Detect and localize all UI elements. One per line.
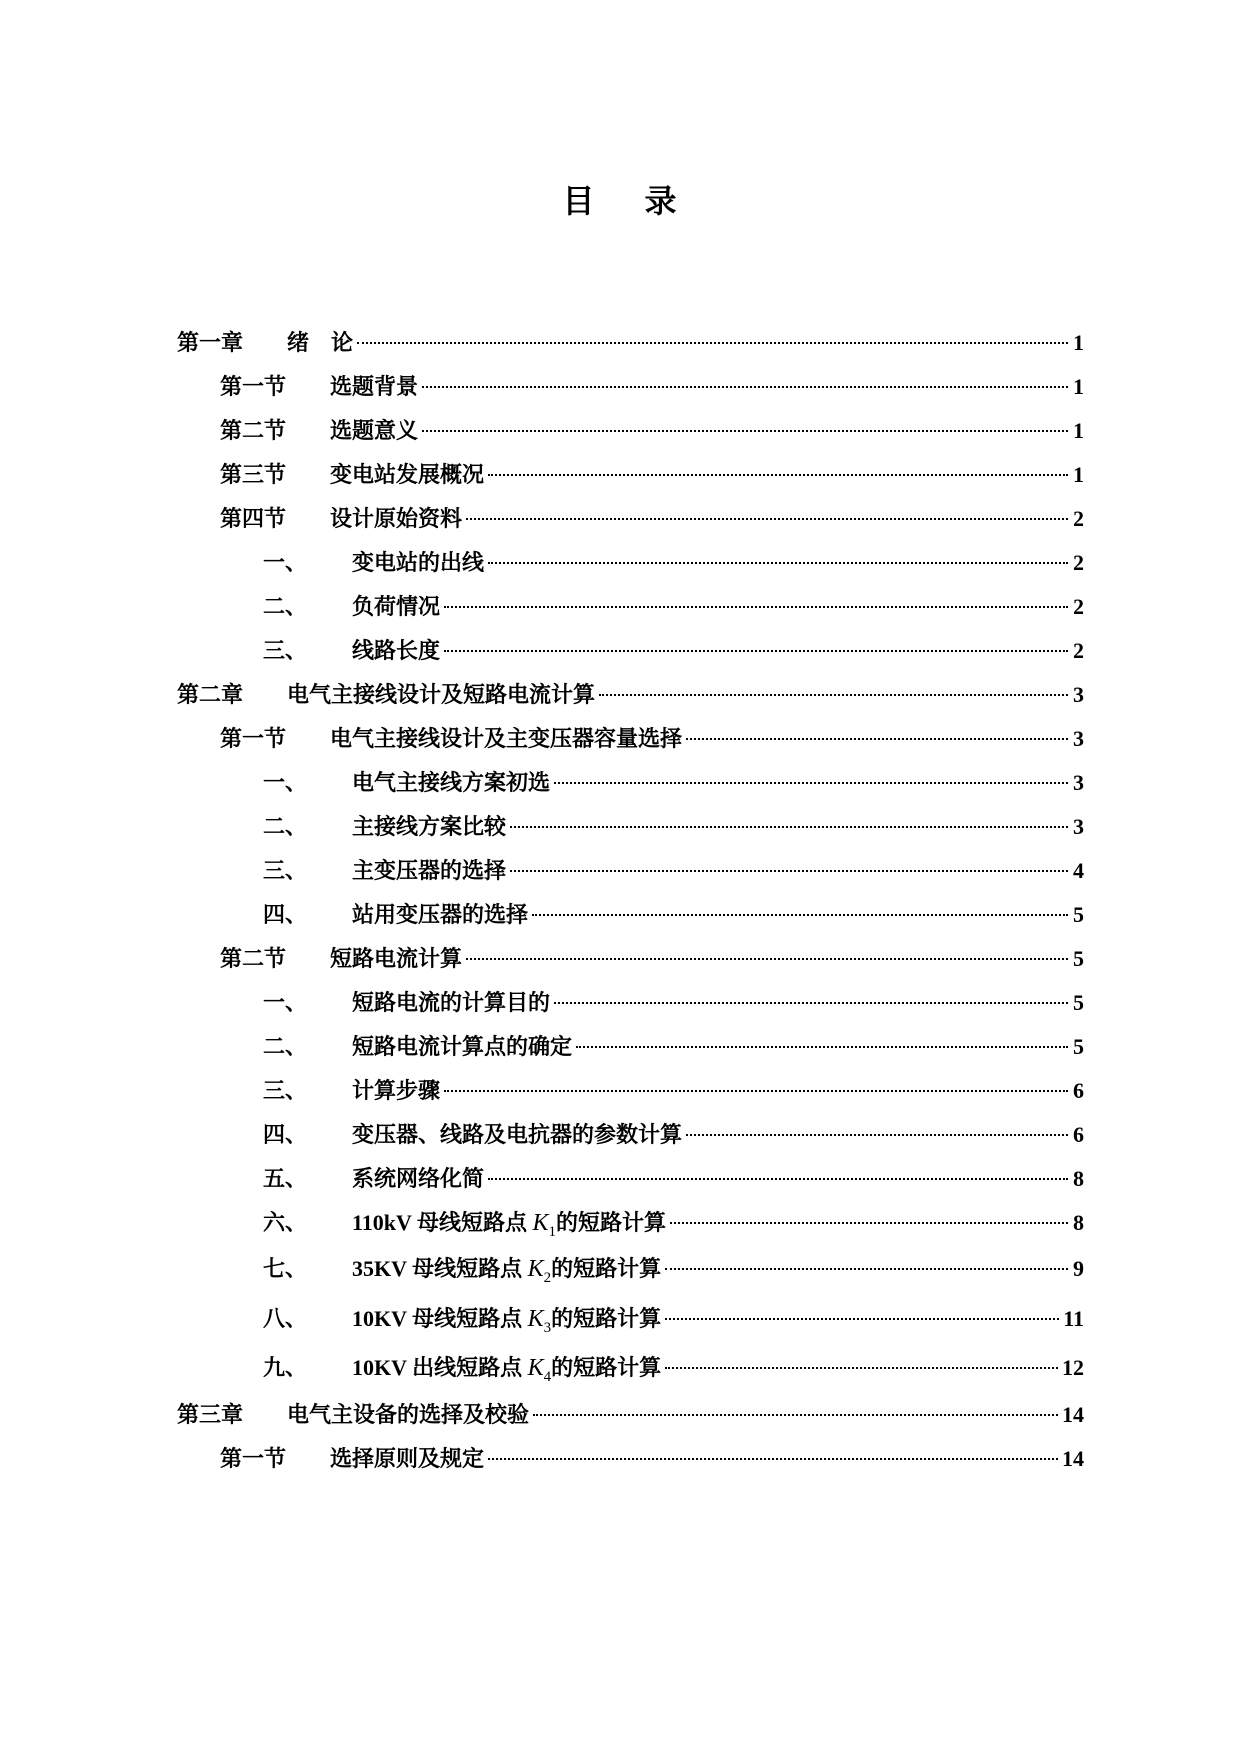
- toc-entry-row: [177, 677, 1084, 713]
- fault-point-letter: K: [527, 1355, 544, 1381]
- fault-point-symbol: [527, 1355, 552, 1385]
- toc-entry-title: 电气主接线设计及主变压器容量选择: [330, 726, 683, 752]
- toc-entry-title: 选题意义: [330, 418, 419, 444]
- toc-entry-title: 负荷情况: [352, 594, 441, 620]
- toc-entry[interactable]: [0, 1251, 1241, 1287]
- toc-entry-page: 11: [1063, 1306, 1084, 1331]
- toc-entry-title-suffix: 的短路计算: [556, 1210, 667, 1236]
- fault-point-letter: K: [532, 1210, 549, 1236]
- toc-entry-page: 3: [1073, 682, 1084, 707]
- dot-leader: [576, 1045, 1068, 1048]
- toc-entry-page: 4: [1073, 858, 1084, 883]
- toc-entry-row: [263, 1161, 1084, 1197]
- toc-entry-title: [352, 1350, 661, 1395]
- toc-entry[interactable]: [0, 941, 1241, 977]
- toc-entry-number: 六、: [263, 1210, 308, 1236]
- dot-leader: [444, 1089, 1068, 1092]
- toc-entry[interactable]: [0, 1029, 1241, 1065]
- title-char-2: 录: [644, 182, 679, 220]
- toc-entry[interactable]: [0, 1350, 1241, 1386]
- dot-leader: [466, 957, 1068, 960]
- toc-entry-title: 变电站发展概况: [330, 462, 485, 488]
- toc-entry-row: [220, 457, 1084, 493]
- toc-entry-row: [263, 809, 1084, 845]
- toc-entry-row: [263, 1117, 1084, 1153]
- toc-entry-number: 二、: [263, 1034, 308, 1060]
- dot-leader: [510, 869, 1068, 872]
- toc-entry-page: 5: [1073, 902, 1084, 927]
- toc-entry-number: 九、: [263, 1355, 308, 1381]
- toc-entry[interactable]: [0, 809, 1241, 845]
- dot-leader: [488, 1177, 1068, 1180]
- dot-leader: [599, 693, 1068, 696]
- dot-leader: [686, 737, 1068, 740]
- toc-entry-number: 四、: [263, 902, 308, 928]
- toc-entry-title-prefix: 10KV 出线短路点: [352, 1355, 528, 1380]
- toc-entry-row: [263, 1205, 1084, 1241]
- fault-point-letter: K: [527, 1306, 544, 1332]
- toc-entry-number: 第二章: [177, 682, 244, 708]
- toc-entry[interactable]: [0, 985, 1241, 1021]
- toc-entry-title: 短路电流计算: [330, 946, 463, 972]
- toc-entry-page: 2: [1073, 638, 1084, 663]
- toc-entry[interactable]: [0, 501, 1241, 537]
- toc-entry[interactable]: [0, 457, 1241, 493]
- dot-leader: [488, 561, 1068, 564]
- toc-entry-page: 3: [1073, 814, 1084, 839]
- page-title: [0, 176, 1241, 222]
- dot-leader: [686, 1133, 1068, 1136]
- toc-entry-title: 主变压器的选择: [352, 858, 507, 884]
- dot-leader: [488, 1457, 1058, 1460]
- toc-entry-page: 1: [1073, 330, 1084, 355]
- fault-point-index: 1: [548, 1223, 557, 1240]
- toc-entry-number: 三、: [263, 858, 308, 884]
- toc-entry-title: 线路长度: [352, 638, 441, 664]
- dot-leader: [670, 1221, 1068, 1224]
- toc-entry-title-suffix: 的短路计算: [551, 1355, 662, 1381]
- toc-entry-page: 3: [1073, 770, 1084, 795]
- toc-entry-number: 一、: [263, 770, 308, 796]
- toc-entry-page: 12: [1062, 1355, 1084, 1380]
- dot-leader: [444, 605, 1068, 608]
- dot-leader: [466, 517, 1068, 520]
- toc-entry-row: [220, 941, 1084, 977]
- toc-entry-page: 9: [1073, 1256, 1084, 1281]
- toc-entry-number: 五、: [263, 1166, 308, 1192]
- fault-point-symbol: [527, 1256, 552, 1286]
- dot-leader: [422, 429, 1068, 432]
- dot-leader: [554, 1001, 1068, 1004]
- toc-entry-title: 短路电流的计算目的: [352, 990, 551, 1016]
- dot-leader: [665, 1317, 1059, 1320]
- toc-entry-title: 系统网络化简: [352, 1166, 485, 1192]
- toc-entry-row: [263, 1350, 1084, 1386]
- dot-leader: [444, 649, 1068, 652]
- dot-leader: [488, 473, 1068, 476]
- toc-entry-number: 八、: [263, 1306, 308, 1332]
- toc-entry-row: [263, 1073, 1084, 1109]
- toc-entry-title: 变压器、线路及电抗器的参数计算: [352, 1122, 683, 1148]
- toc-entry-title: 电气主设备的选择及校验: [287, 1402, 530, 1428]
- toc-entry-title-prefix: 110kV 母线短路点: [352, 1210, 533, 1235]
- toc-entry[interactable]: [0, 1205, 1241, 1241]
- toc-entry-row: [263, 1301, 1084, 1337]
- dot-leader: [357, 341, 1068, 344]
- toc-entry-page: 1: [1073, 462, 1084, 487]
- toc-entry-title-prefix: 35KV 母线短路点: [352, 1256, 528, 1281]
- toc-entry-number: 第二节: [220, 946, 287, 972]
- toc-entry-number: 第一章: [177, 330, 244, 356]
- toc-entry-page: 5: [1073, 990, 1084, 1015]
- fault-point-symbol: [532, 1210, 557, 1240]
- toc-entry-title: 设计原始资料: [330, 506, 463, 532]
- toc-entry-row: [220, 1441, 1084, 1477]
- toc-entry[interactable]: [0, 413, 1241, 449]
- toc-entry[interactable]: [0, 1301, 1241, 1337]
- toc-entry-row: [177, 325, 1084, 361]
- toc-entry-row: [263, 1251, 1084, 1287]
- fault-point-letter: K: [527, 1256, 544, 1282]
- toc-entry-page: 6: [1073, 1078, 1084, 1103]
- toc-entry-number: 第三章: [177, 1402, 244, 1428]
- toc-entry-page: 8: [1073, 1166, 1084, 1191]
- fault-point-index: 3: [543, 1319, 552, 1336]
- toc-entry[interactable]: [0, 633, 1241, 669]
- toc-entry-row: [263, 633, 1084, 669]
- toc-entry-row: [263, 1029, 1084, 1065]
- toc-entry-number: 三、: [263, 638, 308, 664]
- toc-entry-page: 6: [1073, 1122, 1084, 1147]
- toc-entry-page: 5: [1073, 946, 1084, 971]
- toc-entry-number: 第一节: [220, 726, 287, 752]
- fault-point-index: 4: [543, 1368, 552, 1385]
- dot-leader: [554, 781, 1068, 784]
- toc-entry-page: 1: [1073, 374, 1084, 399]
- dot-leader: [665, 1267, 1068, 1270]
- toc-entry-page: 14: [1062, 1446, 1084, 1471]
- dot-leader: [510, 825, 1068, 828]
- toc-entry-page: 2: [1073, 594, 1084, 619]
- toc-entry[interactable]: [0, 853, 1241, 889]
- dot-leader: [665, 1366, 1058, 1369]
- toc-entry-number: 第四节: [220, 506, 287, 532]
- toc-entry-title-prefix: 10KV 母线短路点: [352, 1306, 528, 1331]
- toc-entry-title: 电气主接线设计及短路电流计算: [287, 682, 596, 708]
- toc-entry[interactable]: [0, 765, 1241, 801]
- toc-entry[interactable]: [0, 369, 1241, 405]
- toc-entry-title: 计算步骤: [352, 1078, 441, 1104]
- toc-entry-number: 第二节: [220, 418, 287, 444]
- toc-entry-row: [263, 985, 1084, 1021]
- toc-entry-number: 三、: [263, 1078, 308, 1104]
- toc-entry-number: 一、: [263, 550, 308, 576]
- dot-leader: [532, 913, 1068, 916]
- toc-entry[interactable]: [0, 1161, 1241, 1197]
- toc-entry[interactable]: [0, 897, 1241, 933]
- toc-entry-number: 第一节: [220, 1446, 287, 1472]
- dot-leader: [422, 385, 1068, 388]
- toc-entry-title-suffix: 的短路计算: [551, 1306, 662, 1332]
- toc-entry-row: [263, 545, 1084, 581]
- toc-entry-row: [263, 765, 1084, 801]
- title-char-1: 目: [562, 182, 597, 220]
- fault-point-index: 2: [543, 1269, 552, 1286]
- toc-entry-title: 主接线方案比较: [352, 814, 507, 840]
- toc-entry-title: 站用变压器的选择: [352, 902, 529, 928]
- toc-entry-number: 四、: [263, 1122, 308, 1148]
- toc-entry-title: 变电站的出线: [352, 550, 485, 576]
- toc-entry-title: 电气主接线方案初选: [352, 770, 551, 796]
- toc-entry-row: [263, 853, 1084, 889]
- toc-entry[interactable]: [0, 589, 1241, 625]
- toc-entry-number: 二、: [263, 594, 308, 620]
- toc-entry-title: 短路电流计算点的确定: [352, 1034, 573, 1060]
- toc-entry-page: 2: [1073, 550, 1084, 575]
- toc-entry[interactable]: [0, 1441, 1241, 1477]
- toc-entry-number: 七、: [263, 1256, 308, 1282]
- toc-entry-title: 选择原则及规定: [330, 1446, 485, 1472]
- toc-entry[interactable]: [0, 1397, 1241, 1433]
- toc-entry-page: 1: [1073, 418, 1084, 443]
- toc-entry[interactable]: [0, 545, 1241, 581]
- toc-entry-page: 8: [1073, 1210, 1084, 1235]
- toc-entry-row: [263, 897, 1084, 933]
- dot-leader: [533, 1413, 1058, 1416]
- toc-entry-page: 5: [1073, 1034, 1084, 1059]
- toc-entry-title: 选题背景: [330, 374, 419, 400]
- toc-entry-row: [220, 721, 1084, 757]
- toc-entry-title: [352, 1251, 661, 1296]
- toc-entry[interactable]: [0, 1117, 1241, 1153]
- toc-entry-title: [352, 1205, 666, 1250]
- toc-entry-row: [177, 1397, 1084, 1433]
- toc-entry-page: 14: [1062, 1402, 1084, 1427]
- toc-entry[interactable]: [0, 677, 1241, 713]
- toc-entry-row: [220, 413, 1084, 449]
- toc-entry-number: 二、: [263, 814, 308, 840]
- toc-entry[interactable]: [0, 721, 1241, 757]
- toc-entry-title: [352, 1301, 661, 1346]
- toc-entry[interactable]: [0, 325, 1241, 361]
- toc-entry-number: 一、: [263, 990, 308, 1016]
- toc-entry-page: 2: [1073, 506, 1084, 531]
- toc-entry-number: 第一节: [220, 374, 287, 400]
- toc-entry-row: [220, 369, 1084, 405]
- toc-entry-number: 第三节: [220, 462, 287, 488]
- toc-entry-page: 3: [1073, 726, 1084, 751]
- toc-entry-row: [263, 589, 1084, 625]
- fault-point-symbol: [527, 1306, 552, 1336]
- toc-entry[interactable]: [0, 1073, 1241, 1109]
- toc-entry-row: [220, 501, 1084, 537]
- toc-entry-title: 绪 论: [287, 330, 354, 356]
- toc-entry-title-suffix: 的短路计算: [551, 1256, 662, 1282]
